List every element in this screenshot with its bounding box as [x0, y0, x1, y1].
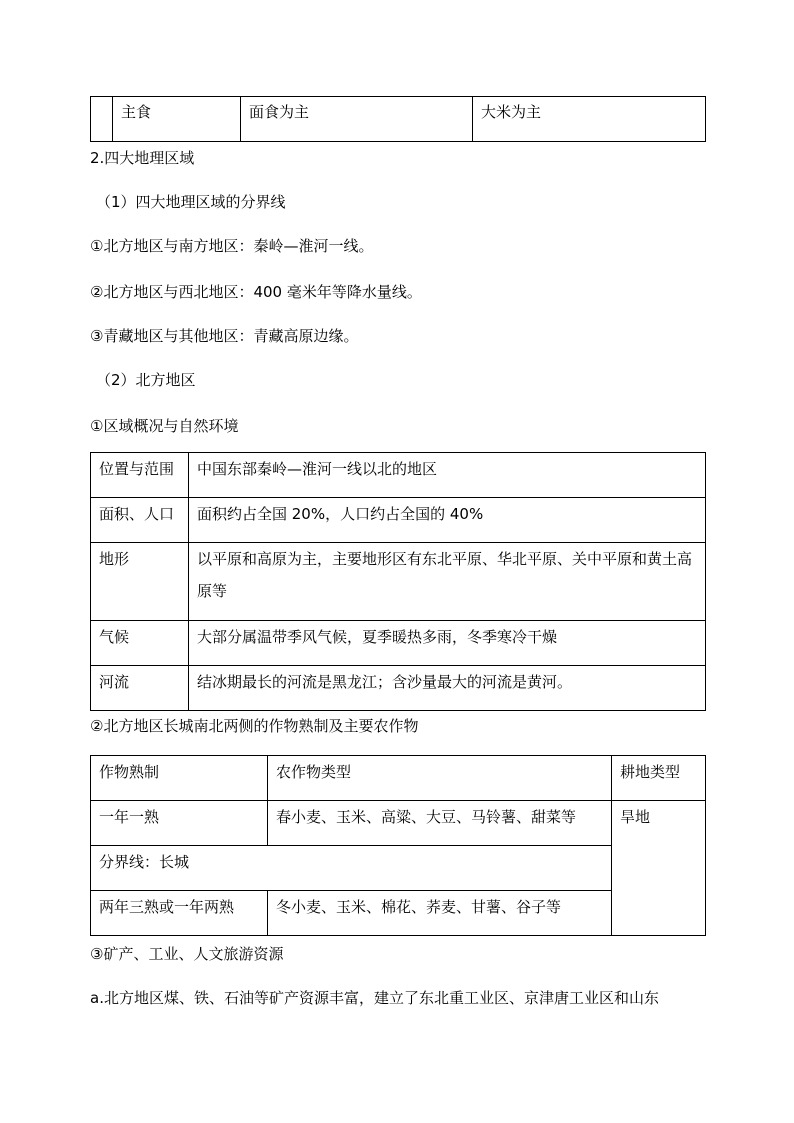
table-cell: 冬小麦、玉米、棉花、荞麦、甘薯、谷子等: [268, 891, 612, 936]
row-label: 地形: [91, 543, 189, 621]
subsection-heading: （2）北方地区: [96, 371, 196, 389]
row-value: 结冰期最长的河流是黑龙江；含沙量最大的河流是黄河。: [189, 666, 706, 711]
table-cell: 一年一熟: [91, 801, 268, 846]
table-cell: 春小麦、玉米、高粱、大豆、马铃薯、甜菜等: [268, 801, 612, 846]
table-row: [91, 543, 706, 621]
divider-cell: 分界线：长城: [91, 846, 612, 891]
table-row: [91, 621, 706, 666]
row-value: 中国东部秦岭—淮河一线以北的地区: [189, 453, 706, 498]
table-row: [91, 666, 706, 711]
row-label: 气候: [91, 621, 189, 666]
text-line: a.北方地区煤、铁、石油等矿产资源丰富，建立了东北重工业区、京津唐工业区和山东: [90, 989, 659, 1007]
text-line: ②北方地区长城南北两侧的作物熟制及主要农作物: [90, 717, 419, 735]
table-cell: 主食: [113, 97, 241, 142]
row-label: 面积、人口: [91, 498, 189, 543]
table-row: [91, 453, 706, 498]
table-cell: 大米为主: [473, 97, 706, 142]
row-label: 位置与范围: [91, 453, 189, 498]
table-cell: 旱地: [612, 801, 706, 936]
row-value: 以平原和高原为主，主要地形区有东北平原、华北平原、关中平原和黄土高原等: [189, 543, 706, 621]
table-cell: 两年三熟或一年两熟: [91, 891, 268, 936]
table-row: [91, 97, 706, 142]
header-cell: 农作物类型: [268, 756, 612, 801]
header-cell: 作物熟制: [91, 756, 268, 801]
overview-table: [90, 452, 706, 711]
table-row: [91, 498, 706, 543]
table-cell: 面食为主: [241, 97, 473, 142]
text-line: ③矿产、工业、人文旅游资源: [90, 945, 284, 963]
crop-table: [90, 755, 706, 936]
text-line: ①北方地区与南方地区：秦岭—淮河一线。: [90, 237, 374, 255]
row-label: 河流: [91, 666, 189, 711]
header-cell: 耕地类型: [612, 756, 706, 801]
staple-food-table: [90, 96, 706, 142]
text-line: ①区域概况与自然环境: [90, 417, 239, 435]
row-value: 大部分属温带季风气候，夏季暖热多雨，冬季寒冷干燥: [189, 621, 706, 666]
text-line: ③青藏地区与其他地区：青藏高原边缘。: [90, 327, 359, 345]
subsection-heading: （1）四大地理区域的分界线: [96, 193, 286, 211]
row-value: 面积约占全国 20%，人口约占全国的 40%: [189, 498, 706, 543]
text-line: ②北方地区与西北地区：400 毫米年等降水量线。: [90, 283, 422, 301]
table-cell: [91, 97, 113, 142]
table-row: [91, 756, 706, 801]
table-row: [91, 801, 706, 846]
section-heading: 2.四大地理区域: [90, 149, 195, 167]
